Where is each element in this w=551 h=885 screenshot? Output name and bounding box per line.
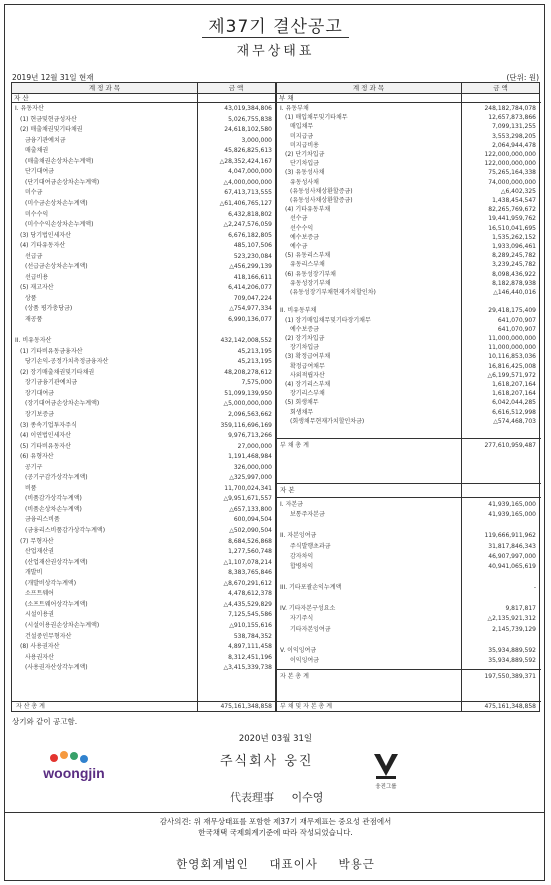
account-label: 확정급여채무 bbox=[290, 362, 325, 370]
account-label: 미지급비용 bbox=[290, 141, 319, 149]
asset-total-amount: 475,161,348,858 bbox=[220, 703, 272, 710]
account-label: 단기대여금 bbox=[25, 168, 54, 176]
audit-firm bbox=[0, 856, 551, 872]
notice-text: 상기와 같이 공고함. bbox=[12, 717, 78, 726]
account-amount: 6,676,182,805 bbox=[228, 231, 272, 239]
account-amount: 6,616,512,998 bbox=[492, 408, 536, 416]
account-label: 재공품 bbox=[25, 316, 43, 323]
account-amount: △28,352,424,167 bbox=[219, 157, 272, 165]
account-amount: 24,618,102,580 bbox=[224, 126, 272, 134]
account-label: I. 자본금 bbox=[280, 501, 303, 508]
account-label: 매출채권 bbox=[25, 147, 49, 155]
account-label: (5) 기타비유동자산 bbox=[20, 442, 71, 450]
account-amount: △6,402,325 bbox=[500, 187, 536, 195]
account-label: 장기금융기관예치금 bbox=[25, 379, 78, 387]
account-label: 유동성사채 bbox=[290, 178, 319, 186]
account-amount: △146,440,016 bbox=[493, 289, 536, 296]
account-amount bbox=[464, 298, 536, 306]
account-label: (유동성사채상환할증금) bbox=[290, 197, 353, 204]
account-label: (3) 종속기업투자주식 bbox=[20, 421, 77, 429]
account-amount: 40,941,065,619 bbox=[488, 563, 536, 571]
account-label: 선수금 bbox=[290, 215, 308, 223]
page-title: 제37기 결산공고 bbox=[0, 12, 551, 37]
account-label: 산업재산권 bbox=[25, 548, 54, 556]
account-label: (4) 기타유동자산 bbox=[20, 242, 66, 250]
account-amount: 45,213,195 bbox=[237, 347, 272, 355]
divider bbox=[276, 483, 541, 484]
firm-rep-name: 박용근 bbox=[338, 857, 375, 871]
account-amount: 31,817,846,343 bbox=[488, 542, 536, 550]
account-label: I. 유동자산 bbox=[15, 105, 44, 112]
account-label: 시설이용권 bbox=[25, 611, 54, 619]
account-amount: △657,133,800 bbox=[229, 505, 272, 513]
account-label: (상품 평가충당금) bbox=[25, 305, 73, 313]
account-label: (금융리스비품감가상각누계액) bbox=[25, 527, 106, 534]
rep-title: 代表理事 bbox=[230, 791, 274, 804]
account-amount: 2,145,739,129 bbox=[492, 625, 536, 633]
account-label: 건설중인무형자산 bbox=[25, 632, 72, 640]
account-amount: 6,042,044,285 bbox=[492, 399, 536, 407]
account-amount bbox=[464, 574, 536, 582]
account-amount: 2,064,944,478 bbox=[492, 141, 536, 149]
account-amount: 45,213,195 bbox=[237, 358, 272, 366]
account-label: (1) 현금및현금성자산 bbox=[20, 115, 77, 123]
account-amount: 46,907,997,000 bbox=[488, 553, 536, 560]
balance-sheet-table bbox=[11, 82, 540, 712]
account-label: (유동성사채상환할증금) bbox=[290, 187, 353, 195]
account-amount: 4,047,000,000 bbox=[228, 168, 272, 176]
divider bbox=[276, 438, 541, 439]
account-label: 금융기관예치금 bbox=[25, 136, 66, 144]
account-label bbox=[280, 595, 460, 603]
account-label: 예수보증금 bbox=[290, 233, 319, 241]
account-amount: 7,125,545,586 bbox=[228, 611, 272, 619]
account-amount: 6,990,136,077 bbox=[228, 316, 272, 323]
account-label: (2) 장기차입금 bbox=[285, 335, 325, 342]
emblem-label: 웅진그룹 bbox=[375, 784, 397, 790]
account-label: (개발비상각누계액) bbox=[25, 579, 77, 587]
account-label: (5) 회생채무 bbox=[285, 399, 319, 407]
account-label: 장기대여금 bbox=[25, 389, 54, 397]
firm-rep-title: 대표이사 bbox=[269, 857, 318, 871]
account-amount: △4,000,000,000 bbox=[223, 178, 272, 186]
account-label: (7) 무형자산 bbox=[20, 537, 54, 545]
account-amount: △574,468,703 bbox=[493, 417, 536, 425]
account-label: (단기대여금손상차손누계액) bbox=[25, 178, 100, 186]
account-label: (6) 유동성장기부채 bbox=[285, 270, 336, 278]
account-amount: 122,000,000,000 bbox=[484, 151, 536, 158]
account-amount: 3,000,000 bbox=[241, 136, 272, 144]
account-label: (2) 장기매출채권및기타채권 bbox=[20, 368, 95, 376]
account-amount: 4,897,111,458 bbox=[228, 643, 272, 651]
account-label: (4) 기타유동부채 bbox=[285, 206, 331, 214]
account-amount: 51,099,139,950 bbox=[224, 389, 272, 397]
account-label: (산업재산권상각누계액) bbox=[25, 558, 88, 566]
account-label: 사외적립자산 bbox=[290, 371, 325, 379]
account-label bbox=[15, 327, 195, 335]
account-amount: - bbox=[533, 584, 536, 592]
account-amount: 600,094,504 bbox=[233, 516, 272, 524]
account-amount: 248,182,784,078 bbox=[484, 105, 536, 112]
account-label: 유동리스부채 bbox=[290, 261, 325, 269]
account-amount: 74,000,000,000 bbox=[488, 178, 536, 186]
account-label: 공기구 bbox=[25, 463, 43, 471]
account-label: 단기차입금 bbox=[290, 160, 319, 168]
account-label: 선급금 bbox=[25, 252, 43, 260]
account-amount: 45,826,825,613 bbox=[224, 147, 272, 155]
account-label: 주식발행초과금 bbox=[290, 542, 331, 550]
account-label: 상품 bbox=[25, 294, 37, 302]
account-amount: △8,670,291,612 bbox=[223, 579, 272, 587]
account-amount: 119,666,911,962 bbox=[484, 532, 536, 540]
asset-total-label: 자 산 총 계 bbox=[16, 703, 45, 710]
account-amount: 8,383,765,846 bbox=[228, 569, 272, 577]
divider bbox=[197, 83, 198, 711]
account-amount: 6,432,818,802 bbox=[228, 210, 272, 218]
account-label: (1) 기타비유동금융자산 bbox=[20, 347, 83, 355]
account-amount bbox=[464, 522, 536, 530]
account-amount: 48,208,278,612 bbox=[224, 368, 272, 376]
account-label: 장기리스부채 bbox=[290, 390, 325, 398]
account-label: (미수금손상차손누계액) bbox=[25, 199, 88, 207]
account-label: (4) 장기리스부채 bbox=[285, 381, 331, 388]
grand-total-label: 부 채 및 자 본 총 계 bbox=[280, 703, 333, 710]
account-label: (미수수익손상차손누계액) bbox=[25, 221, 94, 229]
right-section-title: 부 채 bbox=[279, 94, 294, 102]
account-label: (장기대여금손상차손누계액) bbox=[25, 400, 100, 408]
account-amount: 6,414,206,077 bbox=[228, 284, 272, 292]
account-amount: △502,090,504 bbox=[229, 527, 272, 534]
representative bbox=[230, 789, 323, 805]
account-amount: 11,000,000,000 bbox=[488, 335, 536, 342]
account-label: 예수금 bbox=[290, 243, 308, 250]
account-label: II. 자본잉여금 bbox=[280, 532, 317, 540]
account-amount: 326,000,000 bbox=[233, 463, 272, 471]
account-label: (회생채무현재가치할인차금) bbox=[290, 417, 365, 425]
account-amount: △2,135,921,312 bbox=[487, 615, 536, 623]
account-amount: 1,933,096,461 bbox=[492, 243, 536, 250]
account-label: (8) 사용권자산 bbox=[20, 643, 60, 651]
account-amount: △9,951,671,557 bbox=[223, 495, 272, 503]
account-amount: 2,096,563,662 bbox=[228, 410, 272, 418]
date-basis: 2019년 12월 31일 현재 bbox=[12, 73, 94, 82]
announcement-date: 2020년 03월 31일 bbox=[238, 734, 313, 744]
account-label: IV. 기타자본구성요소 bbox=[280, 605, 336, 612]
account-label: (5) 재고자산 bbox=[20, 284, 54, 292]
equity-total-label: 자 본 총 계 bbox=[280, 673, 309, 680]
account-label: (매출채권손상차손누계액) bbox=[25, 157, 94, 165]
divider bbox=[12, 102, 275, 103]
account-amount: 1,618,207,164 bbox=[492, 381, 536, 388]
divider bbox=[12, 701, 541, 702]
account-amount: 1,618,207,164 bbox=[492, 390, 536, 398]
account-label: (비품손상차손누계액) bbox=[25, 505, 82, 513]
account-amount: △6,199,571,972 bbox=[487, 371, 536, 379]
account-amount: 1,438,454,547 bbox=[492, 197, 536, 204]
left-section-title: 자 산 bbox=[14, 94, 29, 102]
account-amount bbox=[464, 636, 536, 644]
divider bbox=[276, 497, 541, 498]
company-name: 주식회사 웅진 bbox=[220, 754, 314, 769]
divider bbox=[276, 102, 541, 103]
account-amount: 27,000,000 bbox=[237, 442, 272, 450]
account-amount: 641,070,907 bbox=[497, 325, 536, 333]
account-amount: 43,019,384,806 bbox=[224, 105, 272, 112]
account-label: (4) 이연법인세자산 bbox=[20, 432, 71, 440]
account-label: II. 비유동자산 bbox=[15, 337, 52, 345]
account-label: 장기차입금 bbox=[290, 344, 319, 352]
account-label: 회생채무 bbox=[290, 408, 314, 416]
account-amount: △325,997,000 bbox=[229, 474, 272, 482]
account-label: (사용권자산상각누계액) bbox=[25, 664, 88, 672]
account-label: 이익잉여금 bbox=[290, 657, 319, 664]
account-label: 선급비용 bbox=[25, 273, 49, 281]
account-amount: 12,657,873,866 bbox=[488, 114, 536, 122]
divider bbox=[276, 669, 541, 670]
account-amount: △61,406,765,127 bbox=[219, 199, 272, 207]
account-amount: 538,784,352 bbox=[233, 632, 272, 640]
divider bbox=[4, 812, 545, 813]
account-amount: 8,312,451,196 bbox=[228, 653, 272, 661]
account-label: 유동성장기부채 bbox=[290, 279, 331, 287]
woongjin-logo bbox=[28, 748, 120, 788]
account-amount: 359,116,696,169 bbox=[220, 421, 272, 429]
account-label: (3) 확정급여부채 bbox=[285, 353, 331, 361]
account-amount: 523,230,084 bbox=[233, 252, 272, 260]
rep-name: 이수영 bbox=[291, 791, 324, 804]
unit-label: (단위: 원) bbox=[506, 73, 539, 82]
account-amount: 16,510,041,695 bbox=[488, 224, 536, 232]
account-label: (1) 매입채무및기타채무 bbox=[285, 114, 348, 122]
liability-total-label: 부 채 총 계 bbox=[280, 442, 309, 449]
account-amount: 709,047,224 bbox=[233, 294, 272, 302]
account-amount: 19,441,959,762 bbox=[488, 215, 536, 223]
account-label: 개발비 bbox=[25, 569, 43, 577]
account-amount: 11,000,000,000 bbox=[488, 344, 536, 352]
account-label bbox=[280, 574, 460, 582]
account-amount: 9,976,713,266 bbox=[228, 432, 272, 440]
account-amount: 9,817,817 bbox=[505, 605, 536, 612]
account-amount: 8,289,245,782 bbox=[492, 252, 536, 260]
account-amount: △2,247,576,059 bbox=[223, 221, 272, 229]
col-right-account: 계 정 과 목 bbox=[352, 84, 385, 92]
logo-text: woongjin bbox=[43, 765, 105, 781]
account-label: 매입채무 bbox=[290, 123, 314, 131]
account-amount: △4,435,529,829 bbox=[223, 600, 272, 608]
account-label: (비품감가상각누계액) bbox=[25, 495, 82, 503]
account-amount: 418,166,611 bbox=[233, 273, 272, 281]
account-amount: 8,684,526,868 bbox=[228, 537, 272, 545]
account-amount: 41,939,165,000 bbox=[488, 511, 536, 519]
account-label: (3) 당기법인세자산 bbox=[20, 231, 71, 239]
account-amount: 35,934,889,592 bbox=[488, 646, 536, 654]
col-left-amount: 금 액 bbox=[228, 84, 244, 92]
account-amount: 11,700,024,341 bbox=[224, 484, 272, 492]
account-amount: 41,939,165,000 bbox=[488, 501, 536, 508]
account-label: V. 이익잉여금 bbox=[280, 646, 317, 654]
equity-total-amount: 197,550,389,371 bbox=[484, 673, 536, 680]
page-subtitle: 재무상태표 bbox=[236, 44, 315, 59]
account-amount: 16,816,425,008 bbox=[488, 362, 536, 370]
account-label: 금융리스비품 bbox=[25, 516, 60, 524]
account-label: 자기주식 bbox=[290, 615, 314, 623]
account-amount: 641,070,907 bbox=[497, 316, 536, 324]
col-left-account: 계 정 과 목 bbox=[88, 84, 121, 92]
account-amount: 7,099,131,255 bbox=[492, 123, 536, 131]
account-amount bbox=[200, 327, 272, 335]
account-amount bbox=[464, 595, 536, 603]
account-amount: 7,575,000 bbox=[241, 379, 272, 387]
account-amount: 485,107,506 bbox=[233, 242, 272, 250]
account-amount: △3,415,339,738 bbox=[223, 664, 272, 672]
account-amount: 8,182,878,938 bbox=[492, 279, 536, 287]
account-label: (소프트웨어상각누계액) bbox=[25, 600, 88, 608]
account-label: 미수수익 bbox=[25, 210, 49, 218]
account-amount: △910,155,616 bbox=[229, 621, 272, 629]
account-label: 미수금 bbox=[25, 189, 43, 197]
account-amount: △754,977,334 bbox=[229, 305, 272, 313]
account-amount: 5,026,755,838 bbox=[228, 115, 272, 123]
account-label: I. 유동부채 bbox=[280, 105, 309, 112]
account-label: 사용권자산 bbox=[25, 653, 54, 661]
account-amount: 67,413,713,555 bbox=[224, 189, 272, 197]
account-label: (유동성장기부채현재가치할인차) bbox=[290, 289, 376, 296]
account-label: (3) 유동성사채 bbox=[285, 169, 325, 177]
account-amount: 432,142,008,552 bbox=[220, 337, 272, 345]
divider bbox=[461, 83, 462, 711]
account-label: (1) 장기매입채무및기타장기채무 bbox=[285, 316, 371, 324]
account-label: (5) 유동리스부채 bbox=[285, 252, 331, 260]
group-emblem bbox=[370, 750, 402, 790]
account-amount: 35,934,889,592 bbox=[488, 657, 536, 664]
account-amount: 1,277,560,748 bbox=[228, 548, 272, 556]
account-amount: 122,000,000,000 bbox=[484, 160, 536, 168]
account-amount: 75,265,164,338 bbox=[488, 169, 536, 177]
account-label: (시설이용권손상차손누계액) bbox=[25, 621, 100, 629]
account-label: 비품 bbox=[25, 484, 37, 492]
account-label: (2) 매출채권및기타채권 bbox=[20, 126, 83, 134]
account-label: (2) 단기차입금 bbox=[285, 151, 325, 158]
account-amount: 1,191,468,984 bbox=[228, 453, 272, 461]
account-label: 소프트웨어 bbox=[25, 590, 54, 598]
audit-opinion bbox=[0, 816, 551, 838]
account-label: III. 기타포괄손익누계액 bbox=[280, 584, 342, 592]
account-label: 감자차익 bbox=[290, 553, 314, 560]
account-label: (6) 유형자산 bbox=[20, 453, 54, 461]
account-label bbox=[280, 298, 460, 306]
account-label: 합병차익 bbox=[290, 563, 314, 571]
account-label bbox=[280, 522, 460, 530]
account-amount: 1,535,262,152 bbox=[492, 233, 536, 241]
account-label: (선급금손상차손누계액) bbox=[25, 263, 88, 271]
col-right-amount: 금 액 bbox=[493, 84, 508, 92]
account-label: 선수수익 bbox=[290, 224, 314, 232]
account-amount: 3,239,245,782 bbox=[492, 261, 536, 269]
account-amount: △456,299,139 bbox=[229, 263, 272, 271]
account-label: 당기손익-공정가치측정금융자산 bbox=[25, 358, 109, 366]
account-label: 기타자본잉여금 bbox=[290, 625, 331, 633]
account-label bbox=[280, 636, 460, 644]
account-amount: 8,098,436,922 bbox=[492, 270, 536, 278]
divider bbox=[275, 83, 277, 711]
account-amount: 10,116,853,036 bbox=[488, 353, 536, 361]
grand-total-amount: 475,161,348,858 bbox=[484, 703, 536, 710]
firm-name: 한영회계법인 bbox=[176, 857, 249, 871]
audit-line-1: 감사의견: 위 재무상태표를 포함한 제37기 재무제표는 중요성 관점에서 bbox=[159, 817, 392, 826]
account-label: 장기보증금 bbox=[25, 410, 54, 418]
account-label: II. 비유동부채 bbox=[280, 307, 317, 315]
account-label: (공기구감가상각누계액) bbox=[25, 474, 88, 482]
account-amount: △1,107,078,214 bbox=[223, 558, 272, 566]
equity-section-title: 자 본 bbox=[280, 486, 295, 494]
account-label: 예수보증금 bbox=[290, 325, 319, 333]
account-label: 보통주자본금 bbox=[290, 511, 325, 519]
account-amount: △5,000,000,000 bbox=[223, 400, 272, 408]
liability-total-amount: 277,610,959,487 bbox=[484, 442, 536, 449]
account-amount: 4,478,612,378 bbox=[228, 590, 272, 598]
audit-line-2: 한국채택 국제회계기준에 따라 작성되었습니다. bbox=[198, 828, 353, 837]
account-amount: 82,265,769,672 bbox=[488, 206, 536, 214]
account-label: 미지급금 bbox=[290, 132, 314, 140]
account-amount: 3,553,298,205 bbox=[492, 132, 536, 140]
account-amount: 29,418,175,409 bbox=[488, 307, 536, 315]
